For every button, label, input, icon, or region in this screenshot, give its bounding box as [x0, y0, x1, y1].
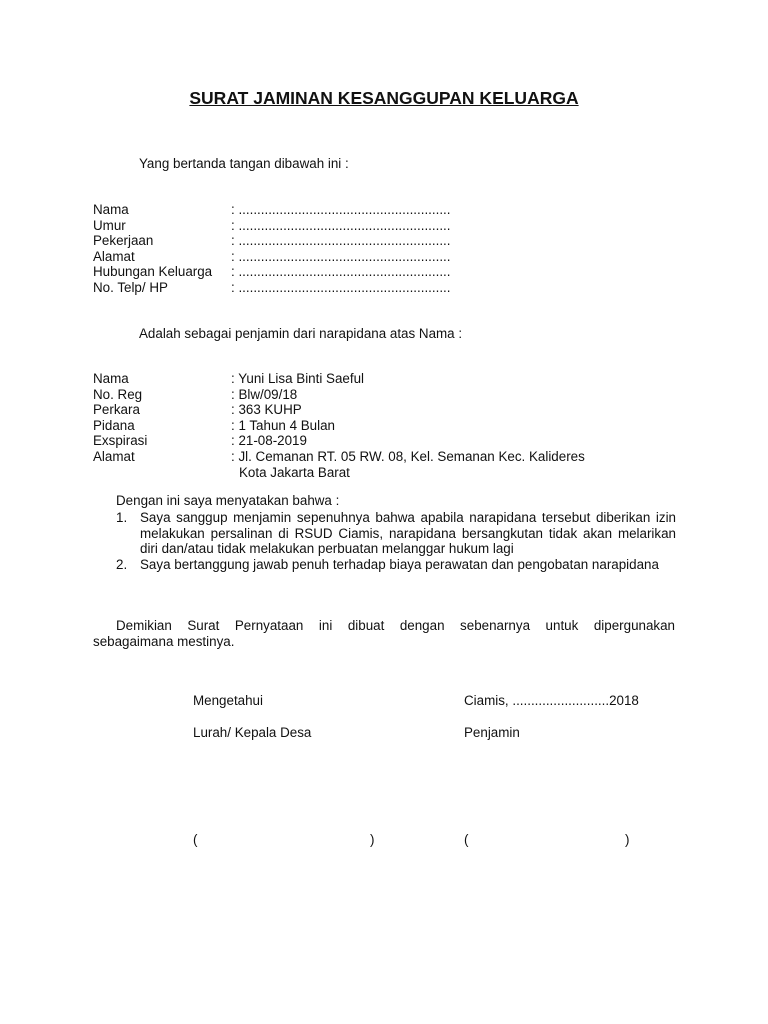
- left-signature-close-paren: ): [370, 832, 375, 847]
- closing-line-2: sebagaimana mestinya.: [93, 633, 235, 649]
- field-label: No. Telp/ HP: [93, 279, 168, 295]
- field-row: [93, 433, 693, 449]
- field-label: Pekerjaan: [93, 233, 154, 249]
- field-row: [93, 264, 693, 280]
- field-row: [93, 387, 693, 403]
- field-label: Exspirasi: [93, 433, 148, 449]
- field-label: Nama: [93, 202, 129, 217]
- middle-text: Adalah sebagai penjamin dari narapidana atas Nama :: [139, 326, 463, 341]
- field-row: [93, 402, 693, 418]
- place-date-line: Ciamis, ..........................2018: [464, 693, 639, 708]
- guarantor-role: Penjamin: [464, 725, 520, 740]
- field-row: [93, 449, 693, 465]
- list-item: [116, 557, 676, 573]
- field-value: : .........................................................: [231, 279, 451, 295]
- list-text: Saya bertanggung jawab penuh terhadap biaya perawatan dan pengobatan narapidana: [140, 556, 659, 572]
- field-row: [93, 218, 693, 234]
- left-signature-open-paren: (: [193, 832, 198, 847]
- field-value: : Jl. Cemanan RT. 05 RW. 08, Kel. Semanan Kec. Kalideres: [231, 448, 585, 464]
- field-value: : 21-08-2019: [231, 433, 307, 449]
- intro-text: Yang bertanda tangan dibawah ini :: [139, 156, 349, 171]
- closing-line-1: Demikian Surat Pernyataan ini dibuat dengan sebenarnya untuk dipergunakan: [116, 618, 675, 633]
- field-value: : 1 Tahun 4 Bulan: [231, 417, 335, 433]
- guarantor-fields: [93, 202, 693, 296]
- field-label: Perkara: [93, 402, 140, 418]
- field-row: [93, 465, 693, 481]
- list-number: 1.: [116, 510, 128, 525]
- field-value: : .........................................................: [231, 248, 451, 264]
- field-value: : 363 KUHP: [231, 402, 302, 418]
- list-item: [116, 510, 676, 557]
- closing-paragraph: [93, 618, 675, 649]
- field-value: : .........................................................: [231, 202, 451, 217]
- field-value: : Yuni Lisa Binti Saeful: [231, 371, 365, 386]
- field-row: [93, 280, 693, 296]
- address-line-2: Kota Jakarta Barat: [239, 464, 350, 480]
- field-row: [93, 249, 693, 265]
- field-value: : .........................................................: [231, 233, 451, 249]
- field-label: Nama: [93, 371, 129, 386]
- field-label: No. Reg: [93, 386, 143, 402]
- field-label: Alamat: [93, 248, 135, 264]
- field-label: Pidana: [93, 417, 135, 433]
- field-value: : .........................................................: [231, 264, 451, 280]
- field-label: Umur: [93, 217, 126, 233]
- document-title: SURAT JAMINAN KESANGGUPAN KELUARGA: [189, 88, 579, 108]
- inmate-fields: [93, 371, 693, 480]
- right-signature-close-paren: ): [625, 832, 630, 847]
- field-value: : Blw/09/18: [231, 386, 298, 402]
- acknowledged-label: Mengetahui: [193, 693, 263, 708]
- village-head-role: Lurah/ Kepala Desa: [193, 725, 312, 740]
- list-number: 2.: [116, 556, 128, 572]
- statement-intro: Dengan ini saya menyatakan bahwa :: [116, 493, 340, 508]
- right-signature-open-paren: (: [464, 832, 469, 847]
- field-row: [93, 233, 693, 249]
- field-label: Alamat: [93, 448, 135, 464]
- list-text: Saya sanggup menjamin sepenuhnya bahwa apabila narapidana tersebut diberikan izin melakukan persalinan di RSUD Ciamis, narapidana bersangkutan tidak akan melarikan diri dan/atau tidak melakukan perbuatan melanggar hukum lagi: [140, 510, 676, 557]
- field-row: [93, 202, 693, 218]
- field-value: : .........................................................: [231, 217, 451, 233]
- field-row: [93, 371, 693, 387]
- field-label: Hubungan Keluarga: [93, 264, 213, 280]
- field-row: [93, 418, 693, 434]
- statement-list: [116, 510, 676, 572]
